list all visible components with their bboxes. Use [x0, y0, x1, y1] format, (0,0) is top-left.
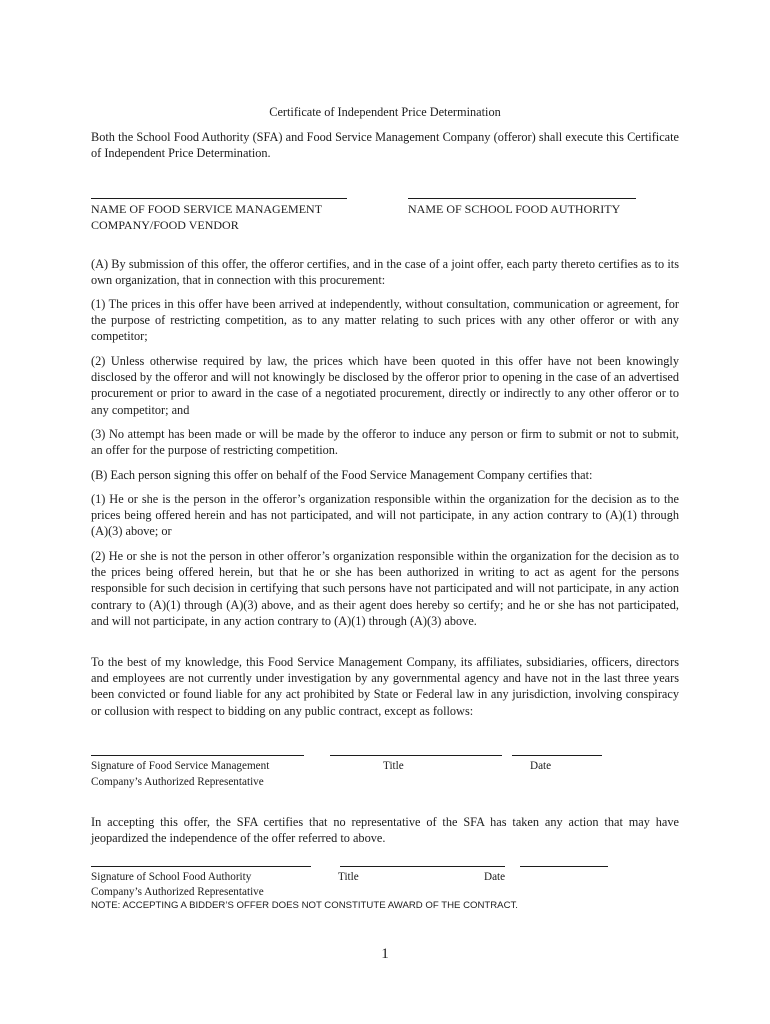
fsmc-signature-line: [91, 755, 304, 756]
paragraph-knowledge: To the best of my knowledge, this Food Service Management Company, its affiliates, subsidiaries, officers, directors and employees are not currently under investigation by any governmental agency and have not in the last three years been convicted or found liable for any act prohibited by State or Federal law in any jurisdiction, involving conspiracy or collusion with respect to bidding on any public contract, except as follows:: [91, 655, 679, 718]
fsmc-name-label: NAME OF FOOD SERVICE MANAGEMENT: [91, 202, 323, 216]
paragraph-b: (B) Each person signing this offer on behalf of the Food Service Management Company certifies that:: [91, 468, 593, 482]
fsmc-title-label: Title: [383, 760, 404, 772]
sfa-title-line: [340, 866, 505, 867]
fsmc-name-line: [91, 198, 347, 199]
paragraph-a: (A) By submission of this offer, the offeror certifies, and in the case of a joint offer, each party thereto certifies as to its own organization, that in connection with this procurement:: [91, 257, 679, 288]
paragraph-a2: (2) Unless otherwise required by law, the prices which have been quoted in this offer have not been knowingly disclosed by the offeror and will not knowingly be disclosed by the offeror prior to opening in the case of an advertised procurement or prior to award in the case of a negotiated procurement, directly or indirectly to any other offeror or to any competitor; and: [91, 354, 679, 417]
fsmc-signature-label-2: Company’s Authorized Representative: [91, 776, 264, 788]
page-number: 1: [381, 946, 389, 962]
sfa-date-line: [520, 866, 608, 867]
paragraph-sfa: In accepting this offer, the SFA certifies that no representative of the SFA has taken any action that may have jeopardized the independence of the offer referred to above.: [91, 815, 679, 846]
paragraph-b1: (1) He or she is the person in the offeror’s organization responsible within the organization for the decision as to the prices being offered herein and has not participated, and will not participate, in any action contrary to (A)(1) through (A)(3) above; or: [91, 492, 679, 539]
intro-paragraph: Both the School Food Authority (SFA) and Food Service Management Company (offeror) shall execute this Certificate of Independent Price Determination.: [91, 130, 679, 161]
sfa-signature-label-2: Company’s Authorized Representative: [91, 886, 264, 898]
sfa-title-label: Title: [338, 871, 359, 883]
fsmc-date-line: [512, 755, 602, 756]
paragraph-a1: (1) The prices in this offer have been arrived at independently, without consultation, communication or agreement, for the purpose of restricting competition, as to any matter relating to such prices with any other offeror or with any competitor;: [91, 297, 679, 344]
fsmc-title-line: [330, 755, 502, 756]
paragraph-a3: (3) No attempt has been made or will be made by the offeror to induce any person or firm to submit or not to submit, an offer for the purpose of restricting competition.: [91, 427, 679, 458]
document-title: Certificate of Independent Price Determination: [269, 105, 501, 119]
fsmc-name-label-2: COMPANY/FOOD VENDOR: [91, 218, 239, 232]
sfa-name-line: [408, 198, 636, 199]
sfa-date-label: Date: [484, 871, 506, 883]
sfa-signature-label: Signature of School Food Authority: [91, 871, 252, 883]
paragraph-b2: (2) He or she is not the person in other offeror’s organization responsible within the organization for the decision as to the prices being offered herein, but that he or she has been authorized in writing to act as agent for the persons responsible for such decision in certifying that such persons have not participated and will not participate, in any action contrary to (A)(1) through (A)(3) above, and as their agent does hereby so certify; and he or she has not participated, and will not participate, in any action contrary to (A)(1) through (A)(3) above.: [91, 549, 679, 628]
contract-note: NOTE: ACCEPTING A BIDDER’S OFFER DOES NOT CONSTITUTE AWARD OF THE CONTRACT.: [91, 900, 518, 911]
sfa-signature-line: [91, 866, 311, 867]
sfa-name-label: NAME OF SCHOOL FOOD AUTHORITY: [408, 202, 621, 216]
fsmc-date-label: Date: [530, 760, 552, 772]
fsmc-signature-label: Signature of Food Service Management: [91, 760, 270, 772]
